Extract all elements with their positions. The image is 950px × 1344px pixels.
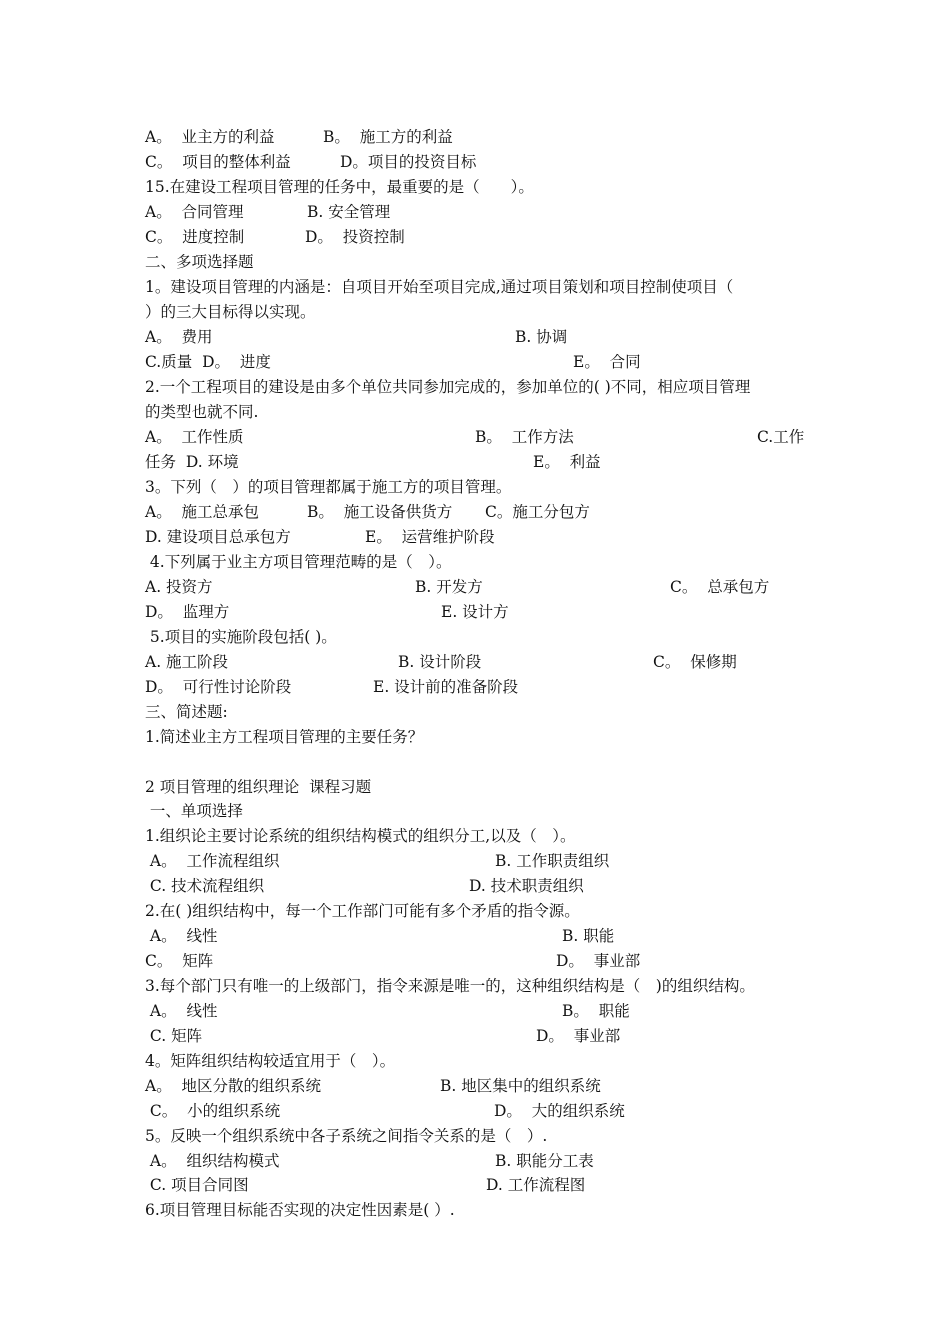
text-segment: D。 事业部 — [556, 952, 641, 970]
text-segment: E。 运营维护阶段 — [365, 528, 495, 546]
text-segment: C.质量 D。 进度 — [145, 353, 271, 371]
text-segment: C. 矩阵 — [145, 1027, 203, 1045]
text-segment: B。 施工设备供货方 — [307, 503, 453, 521]
text-segment: A. 施工阶段 — [145, 653, 229, 671]
text-segment: 15.在建设工程项目管理的任务中，最重要的是（ ）。 — [145, 178, 534, 196]
text-segment: D. 建设项目总承包方 — [145, 528, 291, 546]
text-segment: A。 费用 — [145, 328, 213, 346]
text-segment: C。 保修期 — [653, 653, 737, 671]
text-segment: B。 施工方的利益 — [323, 128, 453, 146]
text-segment: B. 地区集中的组织系统 — [440, 1077, 601, 1095]
text-segment: D。 大的组织系统 — [494, 1102, 625, 1120]
text-segment: 2.在( )组织结构中，每一个工作部门可能有多个矛盾的指令源。 — [145, 902, 580, 920]
text-segment: 3.每个部门只有唯一的上级部门，指令来源是唯一的，这种组织结构是（ )的组织结构。 — [145, 977, 755, 995]
text-segment: C。 小的组织系统 — [145, 1102, 281, 1120]
text-segment: B。 职能 — [562, 1002, 630, 1020]
text-segment: 1.简述业主方工程项目管理的主要任务？ — [145, 728, 424, 746]
text-segment: A。 组织结构模式 — [145, 1152, 280, 1170]
text-segment: 任务 D. 环境 — [145, 453, 239, 471]
text-segment: B. 工作职责组织 — [495, 852, 610, 870]
text-segment: A。 工作流程组织 — [145, 852, 280, 870]
text-segment: C。 项目的整体利益 — [145, 153, 291, 171]
text-segment: 2.一个工程项目的建设是由多个单位共同参加完成的，参加单位的( )不同，相应项目管理 — [145, 378, 751, 396]
text-segment: C.工作 — [757, 428, 805, 446]
text-segment: D。项目的投资目标 — [340, 153, 477, 171]
text-segment: A。 线性 — [145, 1002, 218, 1020]
text-segment: A。 地区分散的组织系统 — [145, 1077, 322, 1095]
text-segment: 三、简述题: — [145, 703, 228, 721]
text-segment: 4.下列属于业主方项目管理范畴的是（ ）。 — [145, 553, 452, 571]
text-segment: B. 协调 — [515, 328, 568, 346]
text-segment: ）的三大目标得以实现。 — [145, 303, 316, 321]
text-segment: D。 投资控制 — [305, 228, 405, 246]
text-segment: A。 合同管理 — [145, 203, 244, 221]
text-segment: D。 可行性讨论阶段 — [145, 678, 292, 696]
text-segment: D. 工作流程图 — [486, 1176, 586, 1194]
text-segment: 3。下列（ ）的项目管理都属于施工方的项目管理。 — [145, 478, 512, 496]
text-segment: C。 进度控制 — [145, 228, 245, 246]
text-segment: A。 工作性质 — [145, 428, 244, 446]
text-segment: 的类型也就不同. — [145, 403, 259, 421]
text-segment: 1。建设项目管理的内涵是：自项目开始至项目完成,通过项目策划和项目控制使项目（ — [145, 278, 734, 296]
text-segment: C. 技术流程组织 — [145, 877, 265, 895]
text-segment: B. 职能分工表 — [495, 1152, 594, 1170]
text-segment: C。 总承包方 — [670, 578, 770, 596]
text-segment: A。 施工总承包 — [145, 503, 260, 521]
text-segment: A。 业主方的利益 — [145, 128, 275, 146]
text-segment: 4。矩阵组织结构较适宜用于（ ）。 — [145, 1052, 396, 1070]
text-segment: 2 项目管理的组织理论 课程习题 — [145, 778, 372, 796]
text-segment: E。 利益 — [533, 453, 601, 471]
text-segment: A。 线性 — [145, 927, 218, 945]
text-segment: D。 事业部 — [536, 1027, 621, 1045]
text-segment: A. 投资方 — [145, 578, 213, 596]
text-segment: B. 设计阶段 — [398, 653, 482, 671]
text-segment: 二、多项选择题 — [145, 253, 254, 271]
text-segment: C。 矩阵 — [145, 952, 214, 970]
text-segment: 5.项目的实施阶段包括( )。 — [145, 628, 337, 646]
text-segment: 6.项目管理目标能否实现的决定性因素是( ）. — [145, 1201, 455, 1219]
text-segment: B. 职能 — [562, 927, 615, 945]
text-segment: D。 监理方 — [145, 603, 230, 621]
text-segment: D. 技术职责组织 — [469, 877, 584, 895]
text-segment: 5。反映一个组织系统中各子系统之间指令关系的是（ ）. — [145, 1127, 548, 1145]
text-segment: C。施工分包方 — [485, 503, 590, 521]
text-segment: B. 开发方 — [415, 578, 483, 596]
text-segment: 1.组织论主要讨论系统的组织结构模式的组织分工,以及（ ）。 — [145, 827, 576, 845]
text-segment: E。 合同 — [573, 353, 641, 371]
text-segment: B. 安全管理 — [307, 203, 391, 221]
text-segment: 一、单项选择 — [145, 802, 243, 820]
text-segment: E. 设计方 — [441, 603, 509, 621]
text-segment: B。 工作方法 — [475, 428, 574, 446]
text-segment: C. 项目合同图 — [145, 1176, 249, 1194]
text-segment: E. 设计前的准备阶段 — [373, 678, 519, 696]
